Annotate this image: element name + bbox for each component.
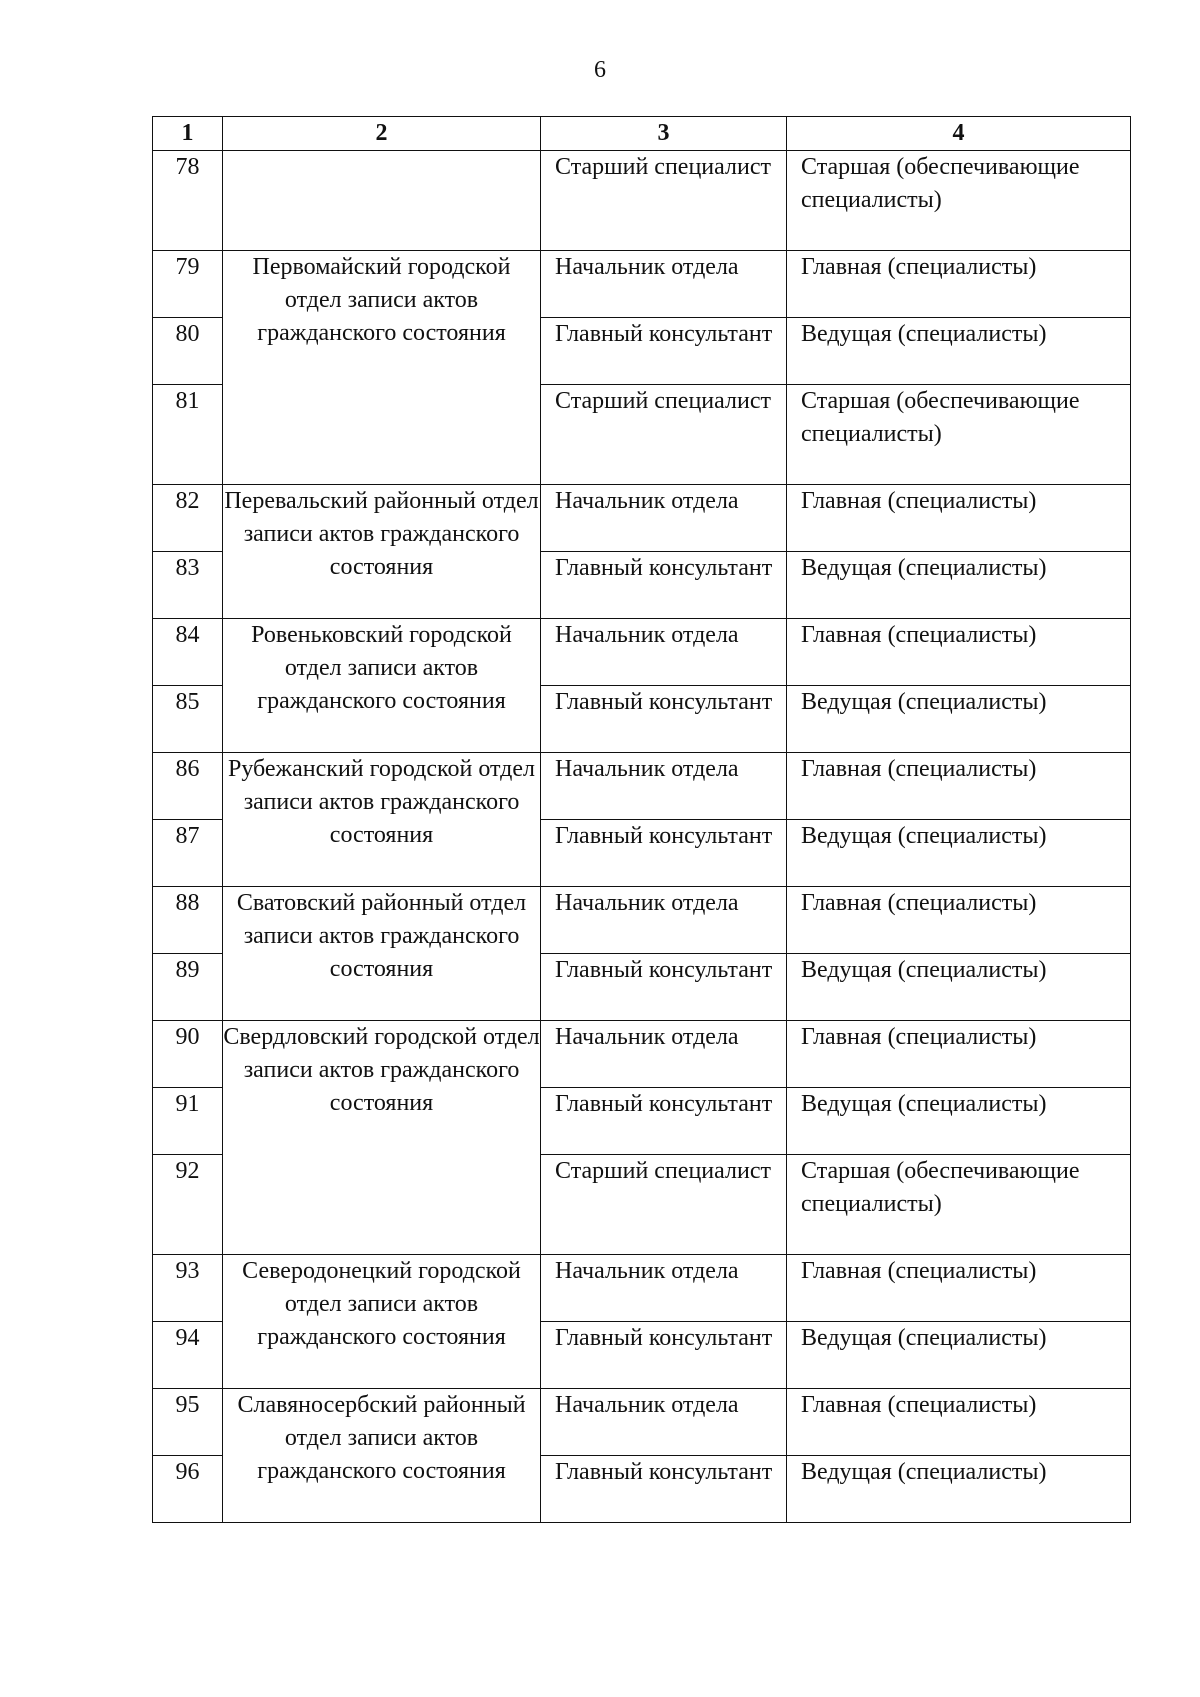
- column-header-3: 3: [541, 117, 787, 151]
- table-row: [153, 251, 1131, 318]
- position-cell: Начальник отдела: [541, 887, 787, 954]
- position-cell: Начальник отдела: [541, 1255, 787, 1322]
- row-number: 96: [153, 1456, 223, 1523]
- position-cell: Главный консультант: [541, 1088, 787, 1155]
- group-cell: Главная (специалисты): [787, 1255, 1131, 1322]
- row-number: 82: [153, 485, 223, 552]
- row-number: 78: [153, 151, 223, 251]
- position-cell: Старший специалист: [541, 151, 787, 251]
- department-cell: Ровеньковский городской отдел записи актов гражданского состояния: [223, 619, 541, 753]
- position-cell: Главный консультант: [541, 686, 787, 753]
- group-cell: Ведущая (специалисты): [787, 1456, 1131, 1523]
- table-row: [153, 485, 1131, 552]
- row-number: 91: [153, 1088, 223, 1155]
- position-cell: Начальник отдела: [541, 619, 787, 686]
- row-number: 86: [153, 753, 223, 820]
- group-cell: Главная (специалисты): [787, 887, 1131, 954]
- department-cell: Рубежанский городской отдел записи актов гражданского состояния: [223, 753, 541, 887]
- position-cell: Главный консультант: [541, 552, 787, 619]
- department-cell: Свердловский городской отдел записи актов гражданского состояния: [223, 1021, 541, 1255]
- department-cell: Славяносербский районный отдел записи актов гражданского состояния: [223, 1389, 541, 1523]
- group-cell: Ведущая (специалисты): [787, 954, 1131, 1021]
- row-number: 94: [153, 1322, 223, 1389]
- position-cell: Главный консультант: [541, 318, 787, 385]
- position-cell: Старший специалист: [541, 1155, 787, 1255]
- group-cell: Ведущая (специалисты): [787, 1088, 1131, 1155]
- row-number: 93: [153, 1255, 223, 1322]
- department-cell: Первомайский городской отдел записи актов гражданского состояния: [223, 251, 541, 485]
- table-row: [153, 1255, 1131, 1322]
- group-cell: Старшая (обеспечивающие специалисты): [787, 1155, 1131, 1255]
- group-cell: Главная (специалисты): [787, 619, 1131, 686]
- row-number: 83: [153, 552, 223, 619]
- group-cell: Старшая (обеспечивающие специалисты): [787, 385, 1131, 485]
- group-cell: Главная (специалисты): [787, 1389, 1131, 1456]
- row-number: 80: [153, 318, 223, 385]
- position-cell: Начальник отдела: [541, 1389, 787, 1456]
- row-number: 81: [153, 385, 223, 485]
- position-cell: Главный консультант: [541, 820, 787, 887]
- department-cell: Перевальский районный отдел записи актов гражданского состояния: [223, 485, 541, 619]
- group-cell: Главная (специалисты): [787, 753, 1131, 820]
- table-header-row: [153, 117, 1131, 151]
- table-row: [153, 753, 1131, 820]
- position-cell: Главный консультант: [541, 1456, 787, 1523]
- row-number: 95: [153, 1389, 223, 1456]
- position-cell: Главный консультант: [541, 1322, 787, 1389]
- row-number: 87: [153, 820, 223, 887]
- row-number: 79: [153, 251, 223, 318]
- row-number: 89: [153, 954, 223, 1021]
- column-header-1: 1: [153, 117, 223, 151]
- table-row: [153, 1021, 1131, 1088]
- position-cell: Главный консультант: [541, 954, 787, 1021]
- table-row: [153, 1389, 1131, 1456]
- table-row: [153, 887, 1131, 954]
- row-number: 85: [153, 686, 223, 753]
- row-number: 84: [153, 619, 223, 686]
- position-cell: Начальник отдела: [541, 753, 787, 820]
- group-cell: Ведущая (специалисты): [787, 318, 1131, 385]
- row-number: 90: [153, 1021, 223, 1088]
- group-cell: Главная (специалисты): [787, 1021, 1131, 1088]
- group-cell: Главная (специалисты): [787, 251, 1131, 318]
- staff-positions-table: [152, 116, 1131, 1523]
- position-cell: Начальник отдела: [541, 251, 787, 318]
- table-row: [153, 151, 1131, 251]
- department-cell: Северодонецкий городской отдел записи актов гражданского состояния: [223, 1255, 541, 1389]
- row-number: 92: [153, 1155, 223, 1255]
- group-cell: Старшая (обеспечивающие специалисты): [787, 151, 1131, 251]
- department-cell: [223, 151, 541, 251]
- group-cell: Ведущая (специалисты): [787, 552, 1131, 619]
- group-cell: Ведущая (специалисты): [787, 1322, 1131, 1389]
- column-header-2: 2: [223, 117, 541, 151]
- position-cell: Старший специалист: [541, 385, 787, 485]
- department-cell: Сватовский районный отдел записи актов гражданского состояния: [223, 887, 541, 1021]
- row-number: 88: [153, 887, 223, 954]
- group-cell: Ведущая (специалисты): [787, 686, 1131, 753]
- position-cell: Начальник отдела: [541, 485, 787, 552]
- column-header-4: 4: [787, 117, 1131, 151]
- page-number: 6: [594, 57, 606, 83]
- position-cell: Начальник отдела: [541, 1021, 787, 1088]
- group-cell: Главная (специалисты): [787, 485, 1131, 552]
- table-row: [153, 619, 1131, 686]
- group-cell: Ведущая (специалисты): [787, 820, 1131, 887]
